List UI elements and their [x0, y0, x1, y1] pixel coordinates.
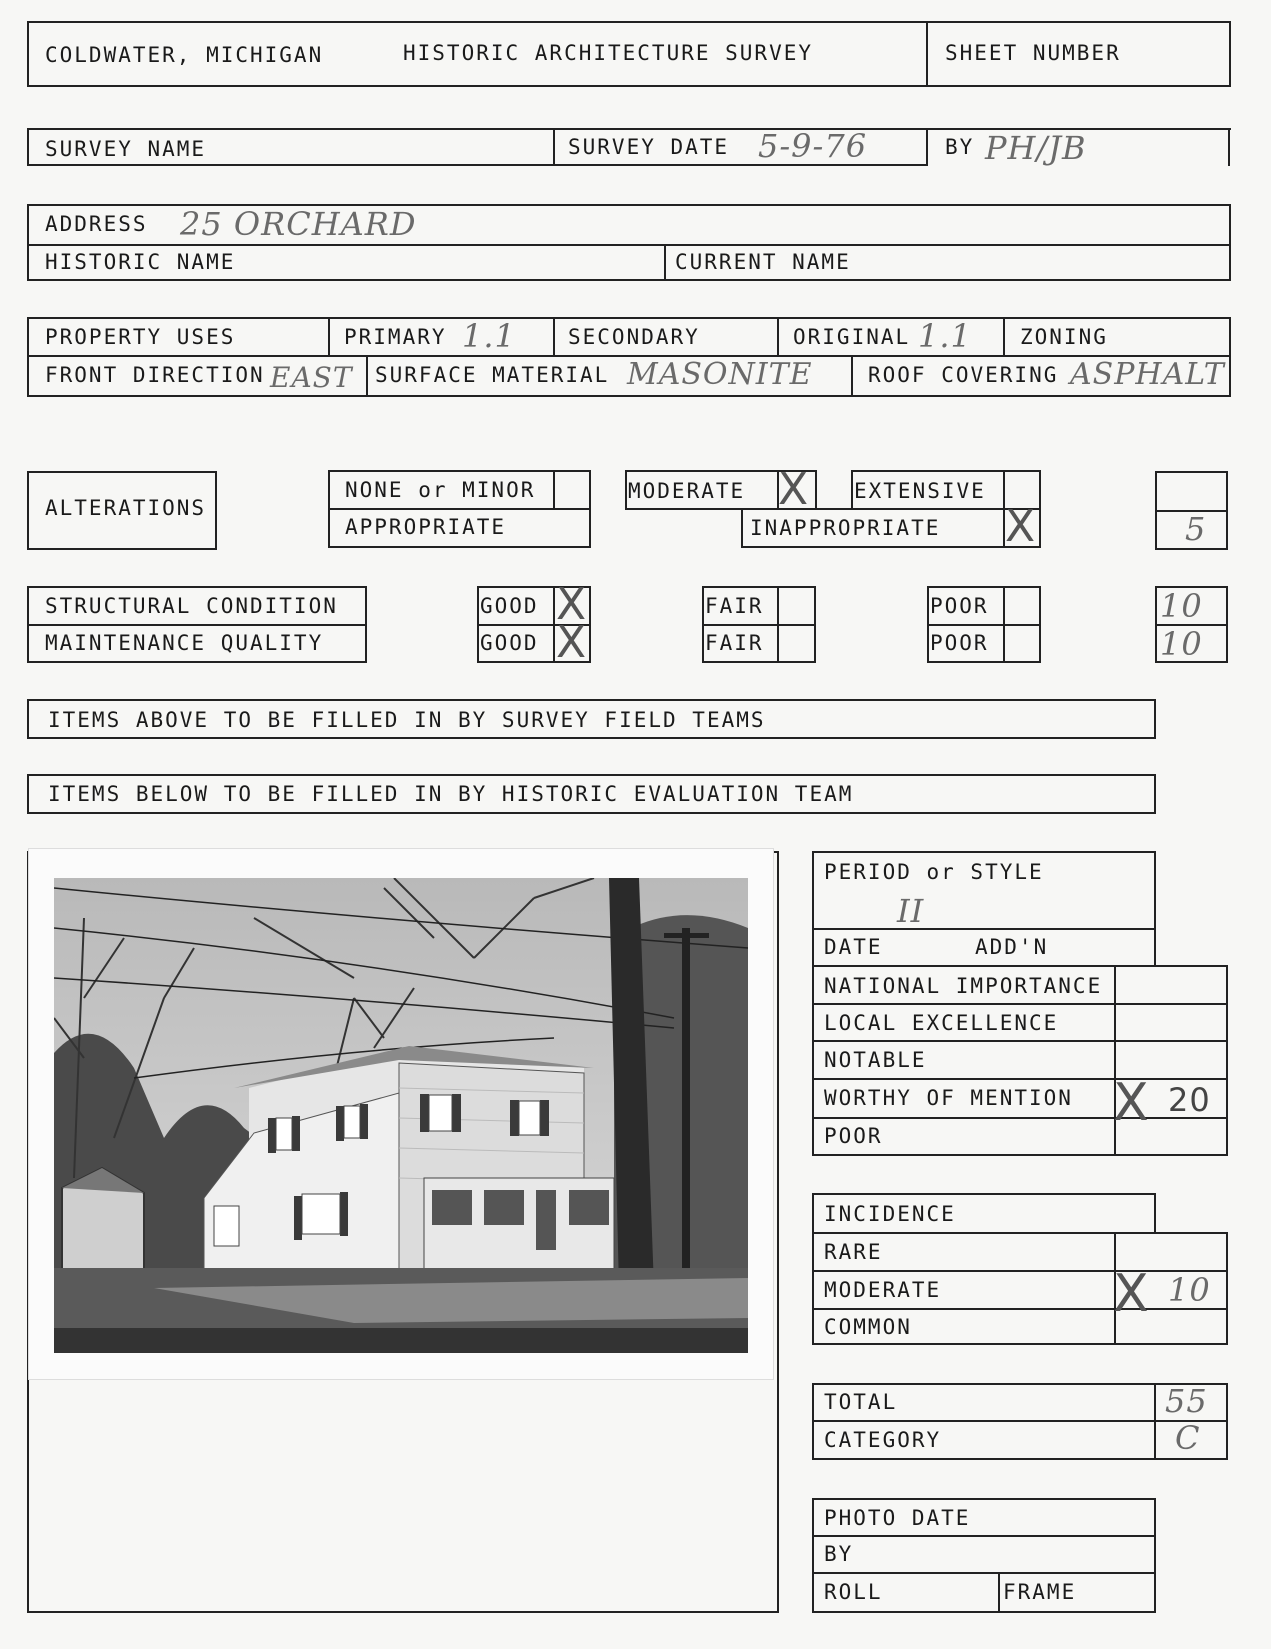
frame-label: FRAME	[1003, 1580, 1077, 1604]
incidence-moderate-label: MODERATE	[824, 1278, 942, 1302]
note-below: ITEMS BELOW TO BE FILLED IN BY HISTORIC EVALUATION TEAM	[48, 782, 854, 806]
category-label: CATEGORY	[824, 1428, 942, 1452]
roof-covering-label: ROOF COVERING	[868, 363, 1059, 387]
zoning-label: ZONING	[1020, 325, 1108, 349]
survey-name-label: SURVEY NAME	[45, 137, 207, 161]
survey-title: HISTORIC ARCHITECTURE SURVEY	[403, 41, 814, 65]
front-direction-label: FRONT DIRECTION	[45, 363, 265, 387]
extensive-label: EXTENSIVE	[854, 479, 986, 503]
evaluation-poor-label: POOR	[824, 1124, 883, 1148]
alterations-label: ALTERATIONS	[45, 496, 207, 520]
primary-value: 1.1	[462, 317, 516, 355]
house-photo	[54, 878, 748, 1353]
address-label: ADDRESS	[45, 212, 148, 236]
maintenance-poor-label: POOR	[930, 631, 989, 655]
structural-score: 10	[1160, 587, 1203, 625]
period-style-value: II	[897, 892, 925, 930]
front-direction-value: EAST	[270, 361, 353, 394]
appropriate-label: APPROPRIATE	[345, 515, 507, 539]
structural-poor-label: POOR	[930, 594, 989, 618]
city-label: COLDWATER, MICHIGAN	[45, 43, 324, 67]
survey-date-label: SURVEY DATE	[568, 135, 730, 159]
note-above: ITEMS ABOVE TO BE FILLED IN BY SURVEY FIELD TEAMS	[48, 708, 766, 732]
surface-material-value: MASONITE	[627, 357, 813, 392]
maintenance-fair-label: FAIR	[705, 631, 764, 655]
structural-good-check: X	[556, 579, 587, 630]
inappropriate-label: INAPPROPRIATE	[750, 516, 941, 540]
date-label: DATE	[824, 935, 883, 959]
worthy-check: X	[1113, 1073, 1149, 1133]
historic-name-label: HISTORIC NAME	[45, 250, 236, 274]
notable-label: NOTABLE	[824, 1048, 927, 1072]
alterations-score: 5	[1185, 510, 1207, 548]
sheet-number-label: SHEET NUMBER	[945, 41, 1121, 65]
photo-by-label: BY	[824, 1542, 854, 1566]
maintenance-quality-label: MAINTENANCE QUALITY	[45, 631, 324, 655]
maintenance-score: 10	[1160, 625, 1203, 663]
incidence-moderate-check: X	[1113, 1264, 1149, 1324]
total-label: TOTAL	[824, 1390, 898, 1414]
total-value: 55	[1165, 1382, 1208, 1420]
rare-label: RARE	[824, 1240, 883, 1264]
address-value: 25 ORCHARD	[180, 205, 417, 243]
surface-material-label: SURFACE MATERIAL	[375, 363, 610, 387]
inappropriate-check: X	[1005, 501, 1036, 552]
original-value: 1.1	[918, 317, 972, 355]
structural-good-label: GOOD	[480, 594, 539, 618]
none-minor-label: NONE or MINOR	[345, 478, 536, 502]
survey-date-value: 5-9-76	[758, 127, 868, 165]
addn-label: ADD'N	[975, 935, 1049, 959]
worthy-score: 20	[1168, 1081, 1211, 1119]
roof-covering-value: ASPHALT	[1070, 357, 1225, 392]
original-label: ORIGINAL	[793, 325, 911, 349]
moderate-check: X	[778, 464, 809, 515]
secondary-label: SECONDARY	[568, 325, 700, 349]
survey-by-label: BY	[945, 135, 975, 159]
incidence-label: INCIDENCE	[824, 1202, 956, 1226]
primary-label: PRIMARY	[344, 325, 447, 349]
maintenance-good-label: GOOD	[480, 631, 539, 655]
period-style-label: PERIOD or STYLE	[824, 860, 1044, 884]
structural-fair-label: FAIR	[705, 594, 764, 618]
roll-label: ROLL	[824, 1580, 883, 1604]
survey-by-value: PH/JB	[985, 129, 1087, 167]
national-importance-label: NATIONAL IMPORTANCE	[824, 974, 1103, 998]
category-value: C	[1175, 1419, 1201, 1457]
worthy-of-mention-label: WORTHY OF MENTION	[824, 1086, 1073, 1110]
structural-condition-label: STRUCTURAL CONDITION	[45, 594, 338, 618]
common-label: COMMON	[824, 1315, 912, 1339]
local-excellence-label: LOCAL EXCELLENCE	[824, 1011, 1059, 1035]
property-uses-label: PROPERTY USES	[45, 325, 236, 349]
maintenance-good-check: X	[556, 617, 587, 668]
current-name-label: CURRENT NAME	[675, 250, 851, 274]
moderate-label: MODERATE	[628, 479, 746, 503]
photo-date-label: PHOTO DATE	[824, 1506, 971, 1530]
incidence-moderate-score: 10	[1168, 1271, 1211, 1309]
